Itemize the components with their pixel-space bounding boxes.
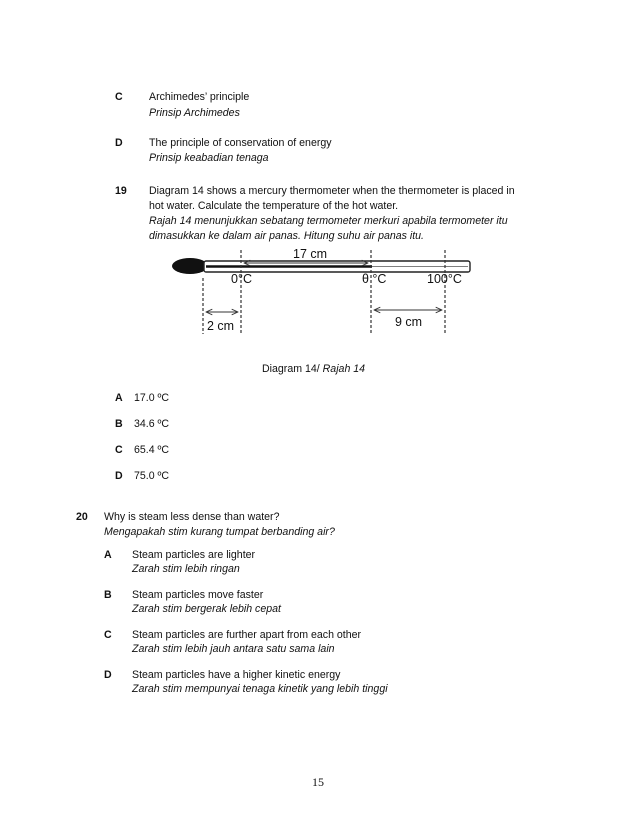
label-17cm: 17 cm — [293, 247, 328, 261]
q19-option-b-letter: B — [115, 418, 123, 430]
q19-option-c-text: 65.4 ºC — [134, 444, 170, 456]
q19-option-c-letter: C — [115, 444, 123, 456]
q18-option-c-translation: Prinsip Archimedes — [149, 107, 240, 119]
q18-option-d-translation: Prinsip keabadian tenaga — [149, 152, 269, 164]
q20-option-c-letter: C — [104, 629, 112, 641]
q20-option-c-text: Steam particles are further apart from each other — [132, 629, 362, 641]
label-2cm: 2 cm — [207, 319, 235, 333]
q20-option-d-letter: D — [104, 669, 112, 681]
thermometer-diagram — [0, 0, 638, 350]
q18-option-d-letter: D — [115, 137, 123, 149]
q19-translation-line2: dimasukkan ke dalam air panas. Hitung suhu air panas itu. — [149, 230, 425, 242]
q20-option-d-text: Steam particles have a higher kinetic energy — [132, 669, 341, 681]
page-number: 15 — [312, 775, 324, 789]
q19-option-a-letter: A — [115, 392, 123, 404]
q19-option-d-letter: D — [115, 470, 123, 482]
q19-number: 19 — [115, 185, 127, 197]
q19-text-line1: Diagram 14 shows a mercury thermometer when the thermometer is placed in — [149, 185, 515, 197]
label-9cm: 9 cm — [395, 315, 423, 329]
q20-number: 20 — [76, 511, 88, 523]
label-100c: 100°C — [427, 272, 462, 286]
q20-option-b-translation: Zarah stim bergerak lebih cepat — [132, 603, 281, 615]
q20-option-b-text: Steam particles move faster — [132, 589, 264, 601]
label-theta: θ °C — [362, 272, 387, 286]
q18-option-c-text: Archimedes’ principle — [149, 91, 250, 103]
q18-option-c-letter: C — [115, 91, 123, 103]
q20-option-d-translation: Zarah stim mempunyai tenaga kinetik yang lebih tinggi — [132, 683, 388, 695]
label-0c: 0°C — [231, 272, 252, 286]
diagram-caption — [262, 362, 365, 376]
q20-text: Why is steam less dense than water? — [104, 511, 280, 523]
q20-translation: Mengapakah stim kurang tumpat berbanding air? — [104, 526, 335, 538]
q20-option-a-text: Steam particles are lighter — [132, 549, 256, 561]
q20-option-a-translation: Zarah stim lebih ringan — [132, 563, 240, 575]
mercury-bulb — [172, 258, 208, 274]
diagram-caption-ms: Rajah 14 — [322, 363, 366, 375]
q19-option-b-text: 34.6 ºC — [134, 418, 170, 430]
q19-translation-line1: Rajah 14 menunjukkan sebatang termometer merkuri apabila termometer itu — [149, 215, 508, 227]
q19-option-a-text: 17.0 ºC — [134, 392, 170, 404]
diagram-caption-en: Diagram 14/ — [262, 363, 323, 375]
q19-option-d-text: 75.0 ºC — [134, 470, 170, 482]
q20-option-a-letter: A — [104, 549, 112, 561]
q18-option-d-text: The principle of conservation of energy — [149, 137, 332, 149]
q20-option-c-translation: Zarah stim lebih jauh antara satu sama lain — [132, 643, 335, 655]
q20-option-b-letter: B — [104, 589, 112, 601]
q19-text-line2: hot water. Calculate the temperature of the hot water. — [149, 200, 399, 212]
